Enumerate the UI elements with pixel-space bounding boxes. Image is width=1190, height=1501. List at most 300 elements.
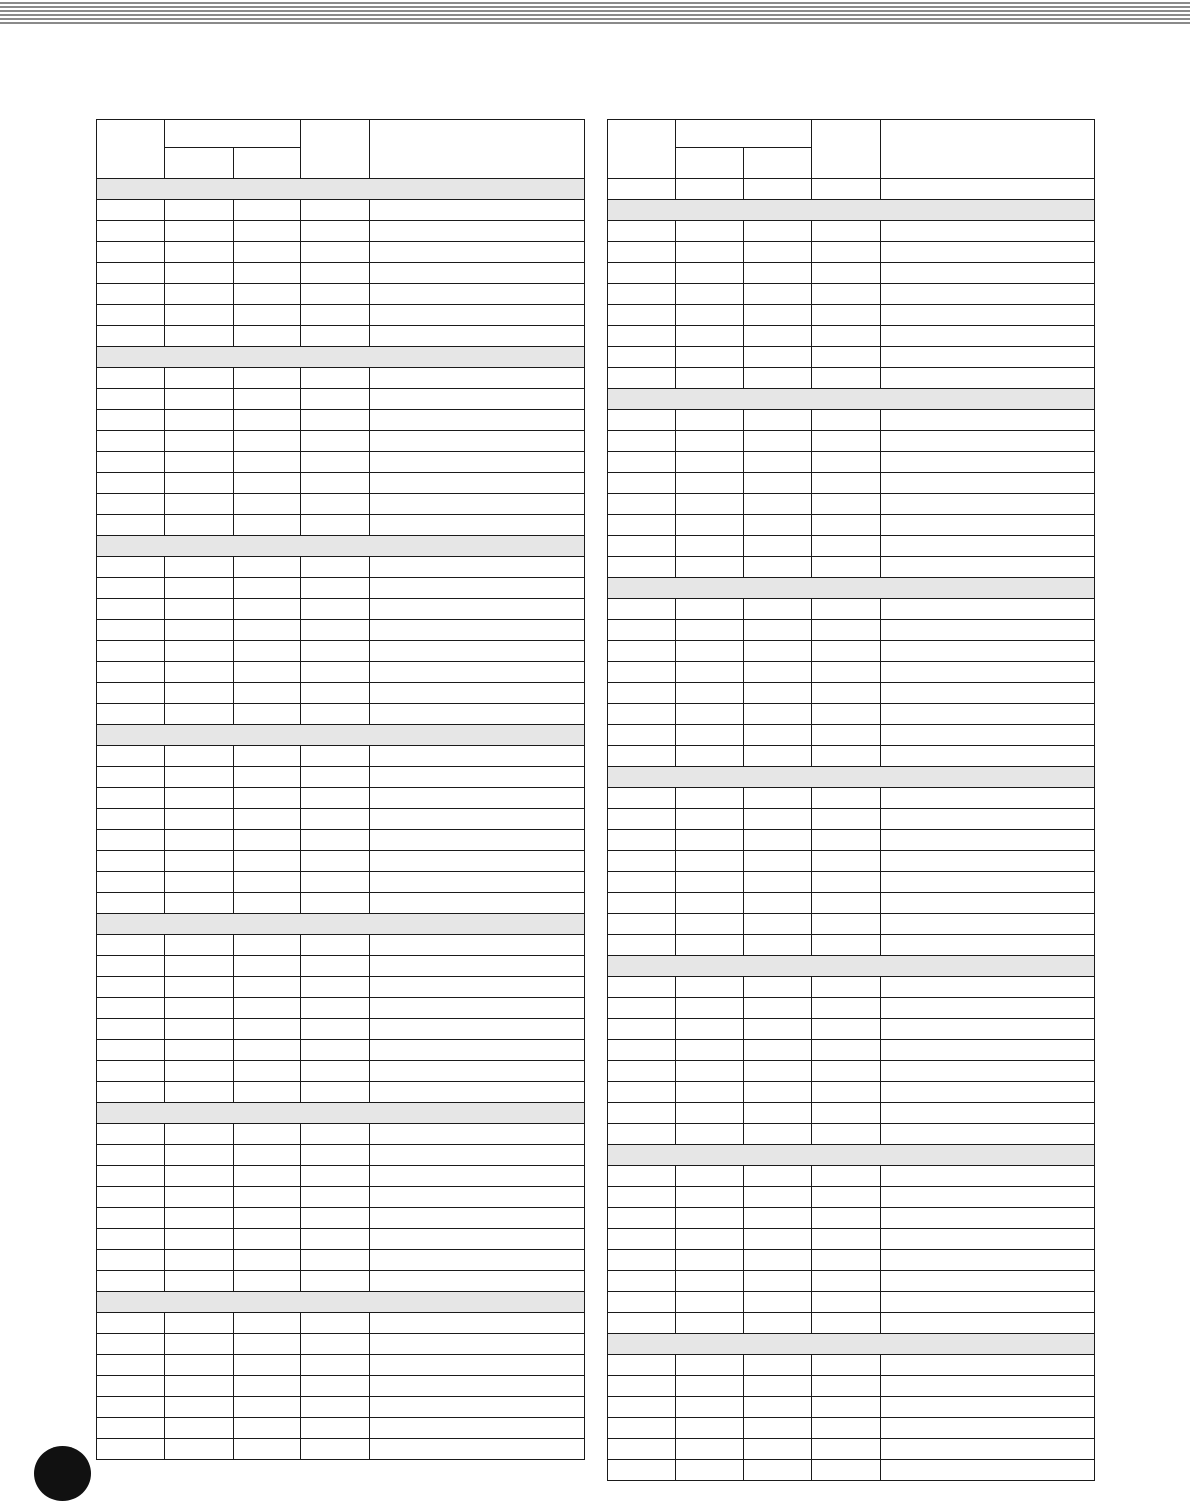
table-cell (370, 473, 585, 494)
table-cell (744, 998, 812, 1019)
table-row (608, 557, 1095, 578)
table-cell (881, 242, 1095, 263)
table-cell (812, 746, 881, 767)
table-cell (744, 599, 812, 620)
table-cell (234, 830, 301, 851)
table-cell (608, 1040, 676, 1061)
table-cell (744, 788, 812, 809)
table-cell (97, 1124, 165, 1145)
table-cell (744, 221, 812, 242)
table-cell (234, 1208, 301, 1229)
table-cell (676, 1082, 744, 1103)
table-row (608, 977, 1095, 998)
group-header (608, 956, 1095, 977)
table-row (97, 1250, 585, 1271)
table-cell (370, 830, 585, 851)
table-cell (234, 389, 301, 410)
table-row (608, 1082, 1095, 1103)
table-cell (165, 1082, 234, 1103)
table-cell (301, 305, 370, 326)
group-header-row (608, 1334, 1095, 1355)
table-cell (881, 179, 1095, 200)
group-header-row (608, 1145, 1095, 1166)
table-cell (97, 1187, 165, 1208)
group-header-row (608, 200, 1095, 221)
table-cell (881, 1355, 1095, 1376)
table-row (608, 662, 1095, 683)
table-cell (165, 557, 234, 578)
table-cell (370, 599, 585, 620)
table-cell (881, 893, 1095, 914)
table-cell (234, 1439, 301, 1460)
column-header (165, 120, 301, 148)
table-cell (676, 998, 744, 1019)
table-cell (676, 1229, 744, 1250)
table-row (97, 431, 585, 452)
table-cell (97, 788, 165, 809)
table-cell (370, 1397, 585, 1418)
table-cell (812, 704, 881, 725)
table-cell (97, 1250, 165, 1271)
table-cell (370, 494, 585, 515)
group-header (608, 1145, 1095, 1166)
table-cell (370, 515, 585, 536)
table-cell (301, 242, 370, 263)
table-cell (97, 935, 165, 956)
table-cell (370, 1124, 585, 1145)
table-cell (301, 1334, 370, 1355)
table-row (608, 431, 1095, 452)
table-cell (370, 641, 585, 662)
table-cell (608, 221, 676, 242)
table-row (608, 809, 1095, 830)
table-cell (608, 263, 676, 284)
group-header-row (97, 536, 585, 557)
table-row (97, 767, 585, 788)
table-cell (744, 326, 812, 347)
table-cell (812, 872, 881, 893)
table-cell (97, 1208, 165, 1229)
table-cell (608, 1187, 676, 1208)
table-cell (97, 641, 165, 662)
table-cell (234, 1271, 301, 1292)
table-cell (234, 242, 301, 263)
table-row (97, 263, 585, 284)
table-cell (608, 1082, 676, 1103)
table-cell (676, 221, 744, 242)
table-cell (97, 368, 165, 389)
table-row (97, 809, 585, 830)
table-cell (744, 851, 812, 872)
table-cell (744, 914, 812, 935)
table-cell (301, 557, 370, 578)
table-cell (165, 1124, 234, 1145)
table-row (608, 347, 1095, 368)
table-cell (676, 494, 744, 515)
table-cell (676, 410, 744, 431)
table-cell (744, 1040, 812, 1061)
table-cell (744, 263, 812, 284)
table-cell (744, 452, 812, 473)
table-cell (234, 851, 301, 872)
table-cell (676, 557, 744, 578)
table-cell (812, 851, 881, 872)
table-cell (370, 851, 585, 872)
table-row (608, 1103, 1095, 1124)
table-cell (608, 977, 676, 998)
table-cell (812, 788, 881, 809)
table-cell (812, 1103, 881, 1124)
table-cell (881, 557, 1095, 578)
table-cell (234, 1040, 301, 1061)
table-row (608, 1061, 1095, 1082)
table-row (97, 1439, 585, 1460)
table-cell (744, 305, 812, 326)
table-cell (608, 830, 676, 851)
table-cell (301, 473, 370, 494)
table-cell (881, 914, 1095, 935)
table-cell (812, 1418, 881, 1439)
table-row (97, 599, 585, 620)
table-row (608, 1460, 1095, 1481)
table-cell (301, 767, 370, 788)
table-cell (370, 1040, 585, 1061)
table-cell (608, 641, 676, 662)
table-cell (165, 1166, 234, 1187)
table-cell (881, 1439, 1095, 1460)
table-cell (234, 368, 301, 389)
column-subheader (165, 148, 234, 179)
group-header (608, 200, 1095, 221)
table-row (608, 914, 1095, 935)
table-row (608, 1355, 1095, 1376)
table-cell (608, 431, 676, 452)
table-row (608, 1313, 1095, 1334)
table-cell (812, 1313, 881, 1334)
table-cell (97, 242, 165, 263)
table-cell (812, 305, 881, 326)
table-cell (881, 1208, 1095, 1229)
table-cell (812, 641, 881, 662)
table-cell (608, 1397, 676, 1418)
table-cell (370, 242, 585, 263)
table-cell (676, 830, 744, 851)
table-cell (881, 410, 1095, 431)
table-cell (812, 221, 881, 242)
table-cell (608, 1439, 676, 1460)
data-table-right (607, 119, 1095, 1481)
table-cell (97, 1061, 165, 1082)
table-cell (744, 242, 812, 263)
table-cell (370, 326, 585, 347)
table-cell (234, 578, 301, 599)
group-header (608, 767, 1095, 788)
table-cell (881, 1040, 1095, 1061)
group-header-row (97, 347, 585, 368)
table-cell (234, 1397, 301, 1418)
table-cell (812, 326, 881, 347)
table-cell (301, 452, 370, 473)
table-cell (744, 830, 812, 851)
table-cell (676, 1103, 744, 1124)
table-cell (608, 998, 676, 1019)
table-cell (165, 893, 234, 914)
table-cell (608, 851, 676, 872)
table-cell (608, 305, 676, 326)
table-cell (744, 704, 812, 725)
table-cell (97, 473, 165, 494)
table-cell (301, 1439, 370, 1460)
table-cell (676, 368, 744, 389)
table-cell (234, 452, 301, 473)
table-row (608, 1376, 1095, 1397)
table-cell (165, 368, 234, 389)
table-cell (812, 431, 881, 452)
table-cell (676, 263, 744, 284)
table-cell (608, 1418, 676, 1439)
table-row (608, 284, 1095, 305)
table-cell (608, 746, 676, 767)
table-cell (165, 1040, 234, 1061)
table-cell (370, 935, 585, 956)
table-cell (744, 662, 812, 683)
table-cell (608, 1250, 676, 1271)
table-cell (812, 620, 881, 641)
table-row (608, 368, 1095, 389)
table-cell (97, 1082, 165, 1103)
table-cell (234, 599, 301, 620)
table-cell (165, 389, 234, 410)
table-cell (676, 725, 744, 746)
table-cell (676, 872, 744, 893)
table-cell (301, 851, 370, 872)
table-cell (608, 935, 676, 956)
table-cell (370, 452, 585, 473)
table-row (97, 1397, 585, 1418)
table-cell (97, 410, 165, 431)
table-cell (812, 935, 881, 956)
group-header (97, 1103, 585, 1124)
table-cell (744, 1460, 812, 1481)
table-cell (881, 809, 1095, 830)
table-cell (812, 557, 881, 578)
table-cell (234, 1250, 301, 1271)
table-row (608, 1019, 1095, 1040)
table-cell (676, 746, 744, 767)
table-cell (608, 788, 676, 809)
table-row (608, 641, 1095, 662)
table-row (97, 410, 585, 431)
table-cell (744, 1355, 812, 1376)
table-cell (744, 494, 812, 515)
table-cell (744, 536, 812, 557)
table-cell (165, 221, 234, 242)
table-row (608, 1229, 1095, 1250)
table-cell (165, 809, 234, 830)
table-cell (744, 1292, 812, 1313)
table-row (97, 1271, 585, 1292)
table-cell (881, 1271, 1095, 1292)
table-cell (370, 788, 585, 809)
page-number-badge (34, 1446, 91, 1501)
table-row (97, 956, 585, 977)
table-header-row (97, 120, 585, 148)
table-cell (370, 305, 585, 326)
table-cell (608, 1313, 676, 1334)
table-cell (608, 1292, 676, 1313)
table-cell (370, 410, 585, 431)
table-cell (812, 893, 881, 914)
table-cell (676, 704, 744, 725)
table-cell (881, 1418, 1095, 1439)
table-cell (812, 1250, 881, 1271)
table-header-row (608, 120, 1095, 148)
table-cell (97, 977, 165, 998)
table-cell (97, 599, 165, 620)
table-row (97, 746, 585, 767)
table-cell (812, 515, 881, 536)
table-row (97, 788, 585, 809)
table-cell (301, 494, 370, 515)
table-cell (744, 410, 812, 431)
table-cell (301, 641, 370, 662)
table-cell (881, 1187, 1095, 1208)
table-row (97, 284, 585, 305)
table-cell (744, 872, 812, 893)
table-cell (608, 326, 676, 347)
table-cell (234, 200, 301, 221)
table-cell (301, 1418, 370, 1439)
table-row (608, 1292, 1095, 1313)
table-cell (881, 1103, 1095, 1124)
table-cell (812, 1439, 881, 1460)
table-cell (165, 830, 234, 851)
group-header (97, 725, 585, 746)
table-cell (301, 431, 370, 452)
table-cell (812, 599, 881, 620)
table-cell (370, 389, 585, 410)
table-row (608, 1208, 1095, 1229)
table-cell (234, 746, 301, 767)
table-cell (676, 1187, 744, 1208)
table-cell (301, 389, 370, 410)
group-header-row (97, 1103, 585, 1124)
table-cell (881, 536, 1095, 557)
table-cell (165, 1187, 234, 1208)
table-cell (744, 1313, 812, 1334)
table-cell (165, 998, 234, 1019)
table-cell (165, 599, 234, 620)
table-cell (812, 452, 881, 473)
table-cell (370, 809, 585, 830)
table-cell (234, 1061, 301, 1082)
table-cell (676, 662, 744, 683)
table-row (97, 452, 585, 473)
table-cell (301, 872, 370, 893)
table-cell (676, 1271, 744, 1292)
table-cell (301, 1061, 370, 1082)
table-cell (370, 662, 585, 683)
table-cell (744, 179, 812, 200)
table-cell (676, 1313, 744, 1334)
table-cell (165, 956, 234, 977)
table-row (97, 473, 585, 494)
table-row (97, 1166, 585, 1187)
table-cell (881, 347, 1095, 368)
table-cell (97, 851, 165, 872)
table-cell (301, 809, 370, 830)
table-cell (608, 347, 676, 368)
table-cell (301, 893, 370, 914)
table-cell (234, 998, 301, 1019)
table-cell (812, 1019, 881, 1040)
table-cell (370, 977, 585, 998)
table-cell (234, 977, 301, 998)
table-cell (676, 1397, 744, 1418)
group-header-row (608, 389, 1095, 410)
table-cell (812, 1229, 881, 1250)
table-cell (165, 431, 234, 452)
table-cell (812, 1355, 881, 1376)
table-row (608, 242, 1095, 263)
table-cell (234, 1418, 301, 1439)
table-cell (97, 1418, 165, 1439)
table-cell (744, 1208, 812, 1229)
table-cell (301, 1355, 370, 1376)
table-cell (97, 683, 165, 704)
table-row (97, 872, 585, 893)
table-cell (812, 179, 881, 200)
column-subheader (676, 148, 744, 179)
table-cell (234, 221, 301, 242)
table-cell (370, 1250, 585, 1271)
table-cell (97, 746, 165, 767)
table-cell (608, 620, 676, 641)
table-cell (97, 1334, 165, 1355)
table-row (608, 998, 1095, 1019)
table-cell (881, 368, 1095, 389)
table-cell (881, 872, 1095, 893)
table-row (608, 515, 1095, 536)
data-table-left (96, 119, 585, 1460)
table-cell (881, 1229, 1095, 1250)
table-cell (301, 788, 370, 809)
table-cell (744, 431, 812, 452)
table-cell (97, 1019, 165, 1040)
table-row (97, 557, 585, 578)
table-cell (812, 1124, 881, 1145)
table-cell (97, 326, 165, 347)
table-cell (676, 179, 744, 200)
table-cell (881, 1019, 1095, 1040)
table-cell (608, 515, 676, 536)
table-cell (744, 977, 812, 998)
table-cell (608, 725, 676, 746)
table-cell (370, 284, 585, 305)
table-cell (881, 305, 1095, 326)
table-cell (881, 620, 1095, 641)
table-cell (234, 1166, 301, 1187)
table-cell (881, 599, 1095, 620)
table-cell (881, 998, 1095, 1019)
table-row (608, 1187, 1095, 1208)
table-cell (608, 914, 676, 935)
table-row (608, 620, 1095, 641)
table-row (608, 830, 1095, 851)
table-cell (676, 1292, 744, 1313)
table-cell (744, 683, 812, 704)
table-cell (881, 704, 1095, 725)
